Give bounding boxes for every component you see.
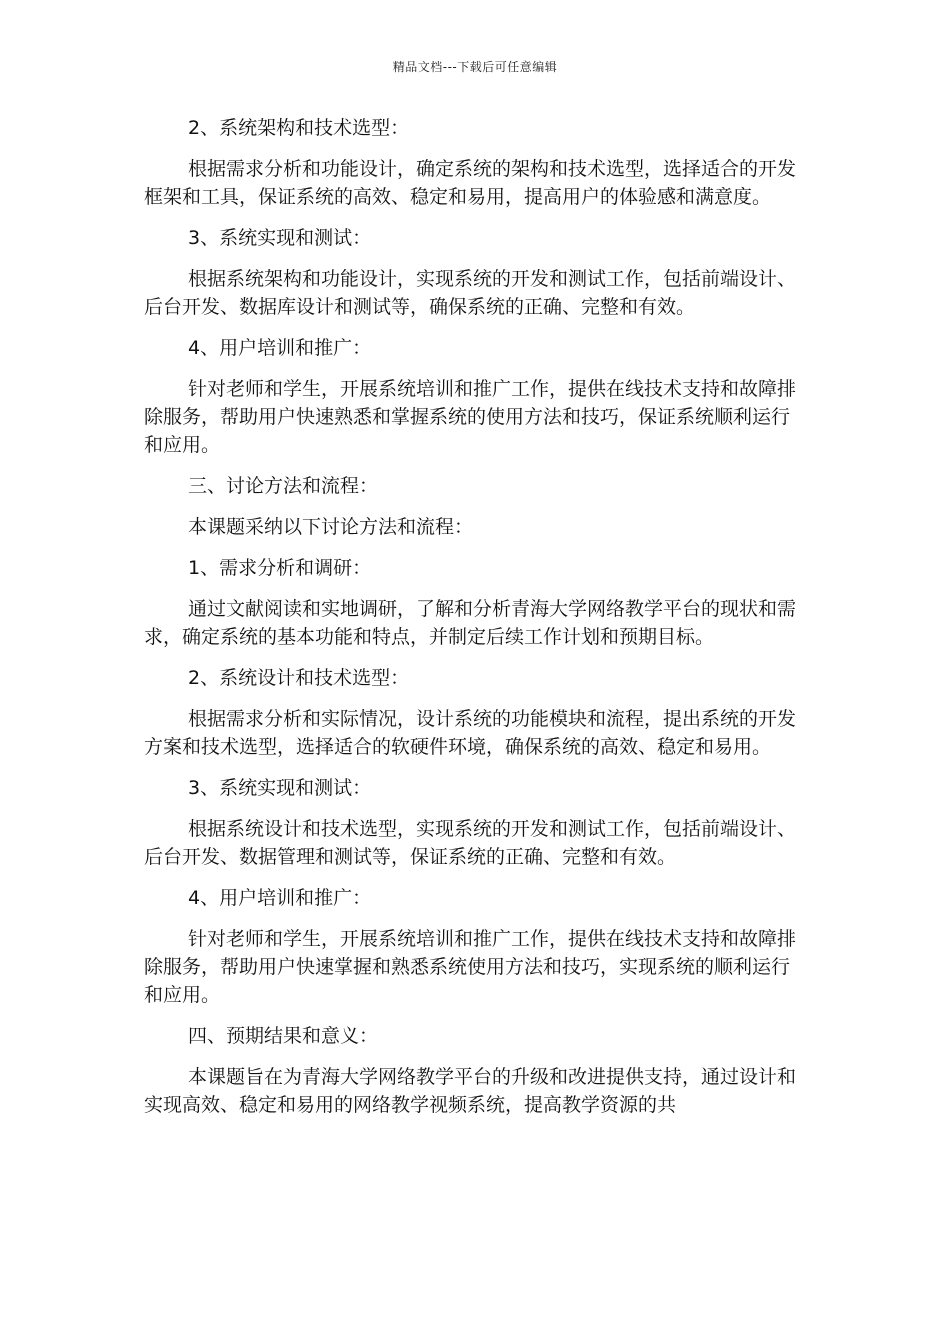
paragraph: 根据系统架构和功能设计，实现系统的开发和测试工作，包括前端设计、后台开发、数据库设计和测试等，确保系统的正确、完整和有效。 bbox=[144, 268, 797, 318]
section-heading: 2、系统设计和技术选型： bbox=[188, 667, 410, 689]
paragraph: 根据系统设计和技术选型，实现系统的开发和测试工作，包括前端设计、后台开发、数据管理和测试等，保证系统的正确、完整和有效。 bbox=[144, 818, 797, 868]
section-heading: 三、讨论方法和流程： bbox=[188, 475, 379, 497]
section-heading: 3、系统实现和测试： bbox=[188, 777, 372, 799]
paragraph: 针对老师和学生，开展系统培训和推广工作，提供在线技术支持和故障排除服务，帮助用户快速熟悉和掌握系统的使用方法和技巧，保证系统顺利运行和应用。 bbox=[144, 378, 797, 456]
section-heading: 4、用户培训和推广： bbox=[188, 337, 372, 359]
paragraph: 根据需求分析和功能设计，确定系统的架构和技术选型，选择适合的开发框架和工具，保证系统的高效、稳定和易用，提高用户的体验感和满意度。 bbox=[144, 158, 797, 208]
paragraph: 针对老师和学生，开展系统培训和推广工作，提供在线技术支持和故障排除服务，帮助用户快速掌握和熟悉系统使用方法和技巧，实现系统的顺利运行和应用。 bbox=[144, 928, 797, 1006]
paragraph: 本课题旨在为青海大学网络教学平台的升级和改进提供支持，通过设计和实现高效、稳定和易用的网络教学视频系统，提高教学资源的共 bbox=[144, 1066, 797, 1116]
paragraph: 通过文献阅读和实地调研，了解和分析青海大学网络教学平台的现状和需求，确定系统的基本功能和特点，并制定后续工作计划和预期目标。 bbox=[144, 598, 797, 648]
paragraph: 本课题采纳以下讨论方法和流程： bbox=[188, 516, 474, 538]
section-heading: 四、预期结果和意义： bbox=[188, 1025, 379, 1047]
paragraph: 根据需求分析和实际情况，设计系统的功能模块和流程，提出系统的开发方案和技术选型，选择适合的软硬件环境，确保系统的高效、稳定和易用。 bbox=[144, 708, 797, 758]
section-heading: 3、系统实现和测试： bbox=[188, 227, 372, 249]
section-heading: 2、系统架构和技术选型： bbox=[188, 117, 410, 139]
section-heading: 4、用户培训和推广： bbox=[188, 887, 372, 909]
section-heading: 1、需求分析和调研： bbox=[188, 557, 372, 579]
page-header: 精品文档---下载后可任意编辑 bbox=[392, 60, 558, 74]
document-body bbox=[144, 114, 804, 1132]
